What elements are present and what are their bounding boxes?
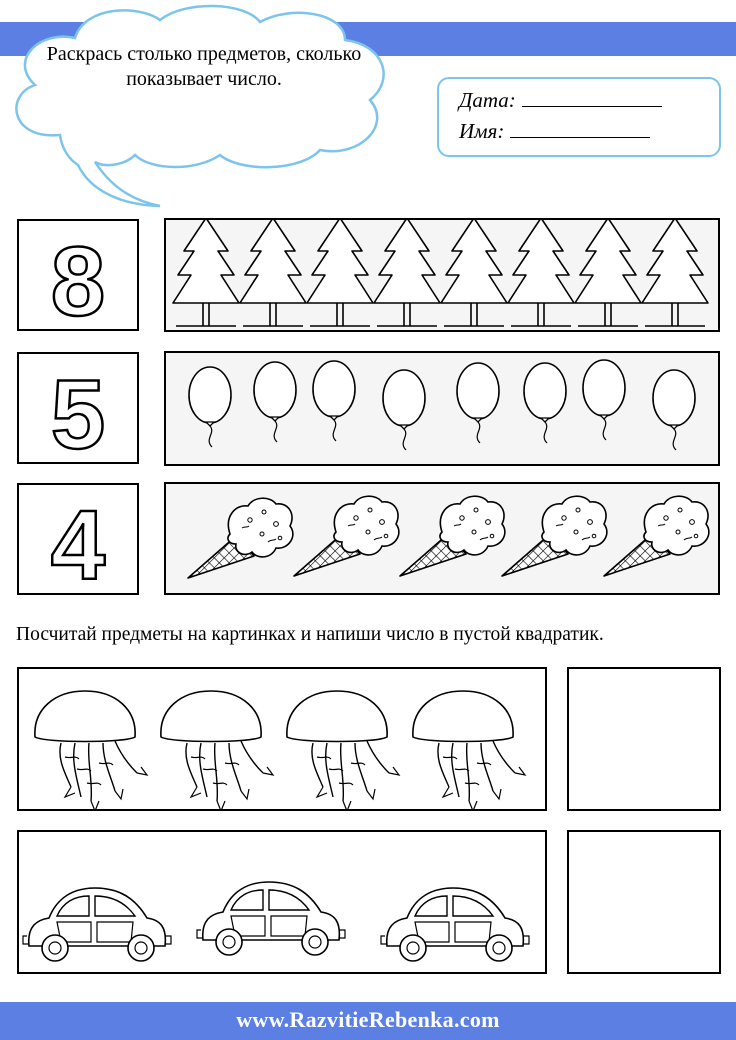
jellyfish-icon xyxy=(35,691,147,809)
website-link[interactable]: www.RazvitieRebenka.com xyxy=(236,1007,500,1032)
number-box-3 xyxy=(17,483,139,595)
balloon-icon[interactable] xyxy=(524,363,566,443)
ice-cream-icon[interactable] xyxy=(188,498,293,578)
jellyfish-group xyxy=(19,669,545,809)
speech-cloud xyxy=(0,0,400,210)
ice-creams-box[interactable] xyxy=(164,482,720,595)
fir-tree-icon[interactable] xyxy=(240,220,306,326)
number-5: 5 xyxy=(50,359,106,462)
name-input-line[interactable] xyxy=(510,121,650,138)
ice-creams-group xyxy=(166,484,718,593)
fir-tree-icon[interactable] xyxy=(642,220,708,326)
balloon-icon[interactable] xyxy=(457,363,499,443)
fir-tree-icon[interactable] xyxy=(441,220,507,326)
fir-tree-icon[interactable] xyxy=(307,220,373,326)
number-box-2 xyxy=(17,352,139,464)
ice-cream-icon[interactable] xyxy=(604,496,709,576)
jellyfish-answer-box[interactable] xyxy=(567,667,721,811)
fir-tree-icon[interactable] xyxy=(508,220,574,326)
car-icon xyxy=(23,888,171,961)
balloon-icon[interactable] xyxy=(653,370,695,450)
cars-answer-box[interactable] xyxy=(567,830,721,974)
jellyfish-icon xyxy=(287,691,399,809)
balloon-icon[interactable] xyxy=(254,362,296,442)
balloon-icon[interactable] xyxy=(583,360,625,440)
car-icon xyxy=(197,882,345,955)
fir-tree-icon[interactable] xyxy=(575,220,641,326)
number-8: 8 xyxy=(50,226,106,329)
counting-instruction: Посчитай предметы на картинках и напиши число в пустой квадратик. xyxy=(16,624,604,645)
name-field[interactable] xyxy=(459,119,650,144)
fir-tree-icon[interactable] xyxy=(173,220,239,326)
balloon-icon[interactable] xyxy=(383,370,425,450)
balloons-group xyxy=(166,353,718,464)
number-box-1 xyxy=(17,219,139,331)
coloring-instruction: Раскрась столько предметов, сколько показывает число. xyxy=(46,43,362,90)
cars-box xyxy=(17,830,547,974)
name-label: Имя: xyxy=(459,119,505,143)
trees-group xyxy=(166,220,718,330)
date-label: Дата: xyxy=(459,88,516,112)
date-name-box xyxy=(437,77,721,157)
balloons-box[interactable] xyxy=(164,351,720,466)
trees-box[interactable] xyxy=(164,218,720,332)
ice-cream-icon[interactable] xyxy=(502,496,607,576)
balloon-icon[interactable] xyxy=(313,361,355,441)
ice-cream-icon[interactable] xyxy=(400,496,505,576)
number-4: 4 xyxy=(50,490,106,593)
jellyfish-icon xyxy=(161,691,273,809)
balloon-icon[interactable] xyxy=(189,367,231,447)
cars-group xyxy=(19,832,545,972)
jellyfish-icon xyxy=(413,691,525,809)
ice-cream-icon[interactable] xyxy=(294,496,399,576)
date-field[interactable] xyxy=(459,88,662,113)
fir-tree-icon[interactable] xyxy=(374,220,440,326)
date-input-line[interactable] xyxy=(522,90,662,107)
car-icon xyxy=(381,888,529,961)
jellyfish-box xyxy=(17,667,547,811)
